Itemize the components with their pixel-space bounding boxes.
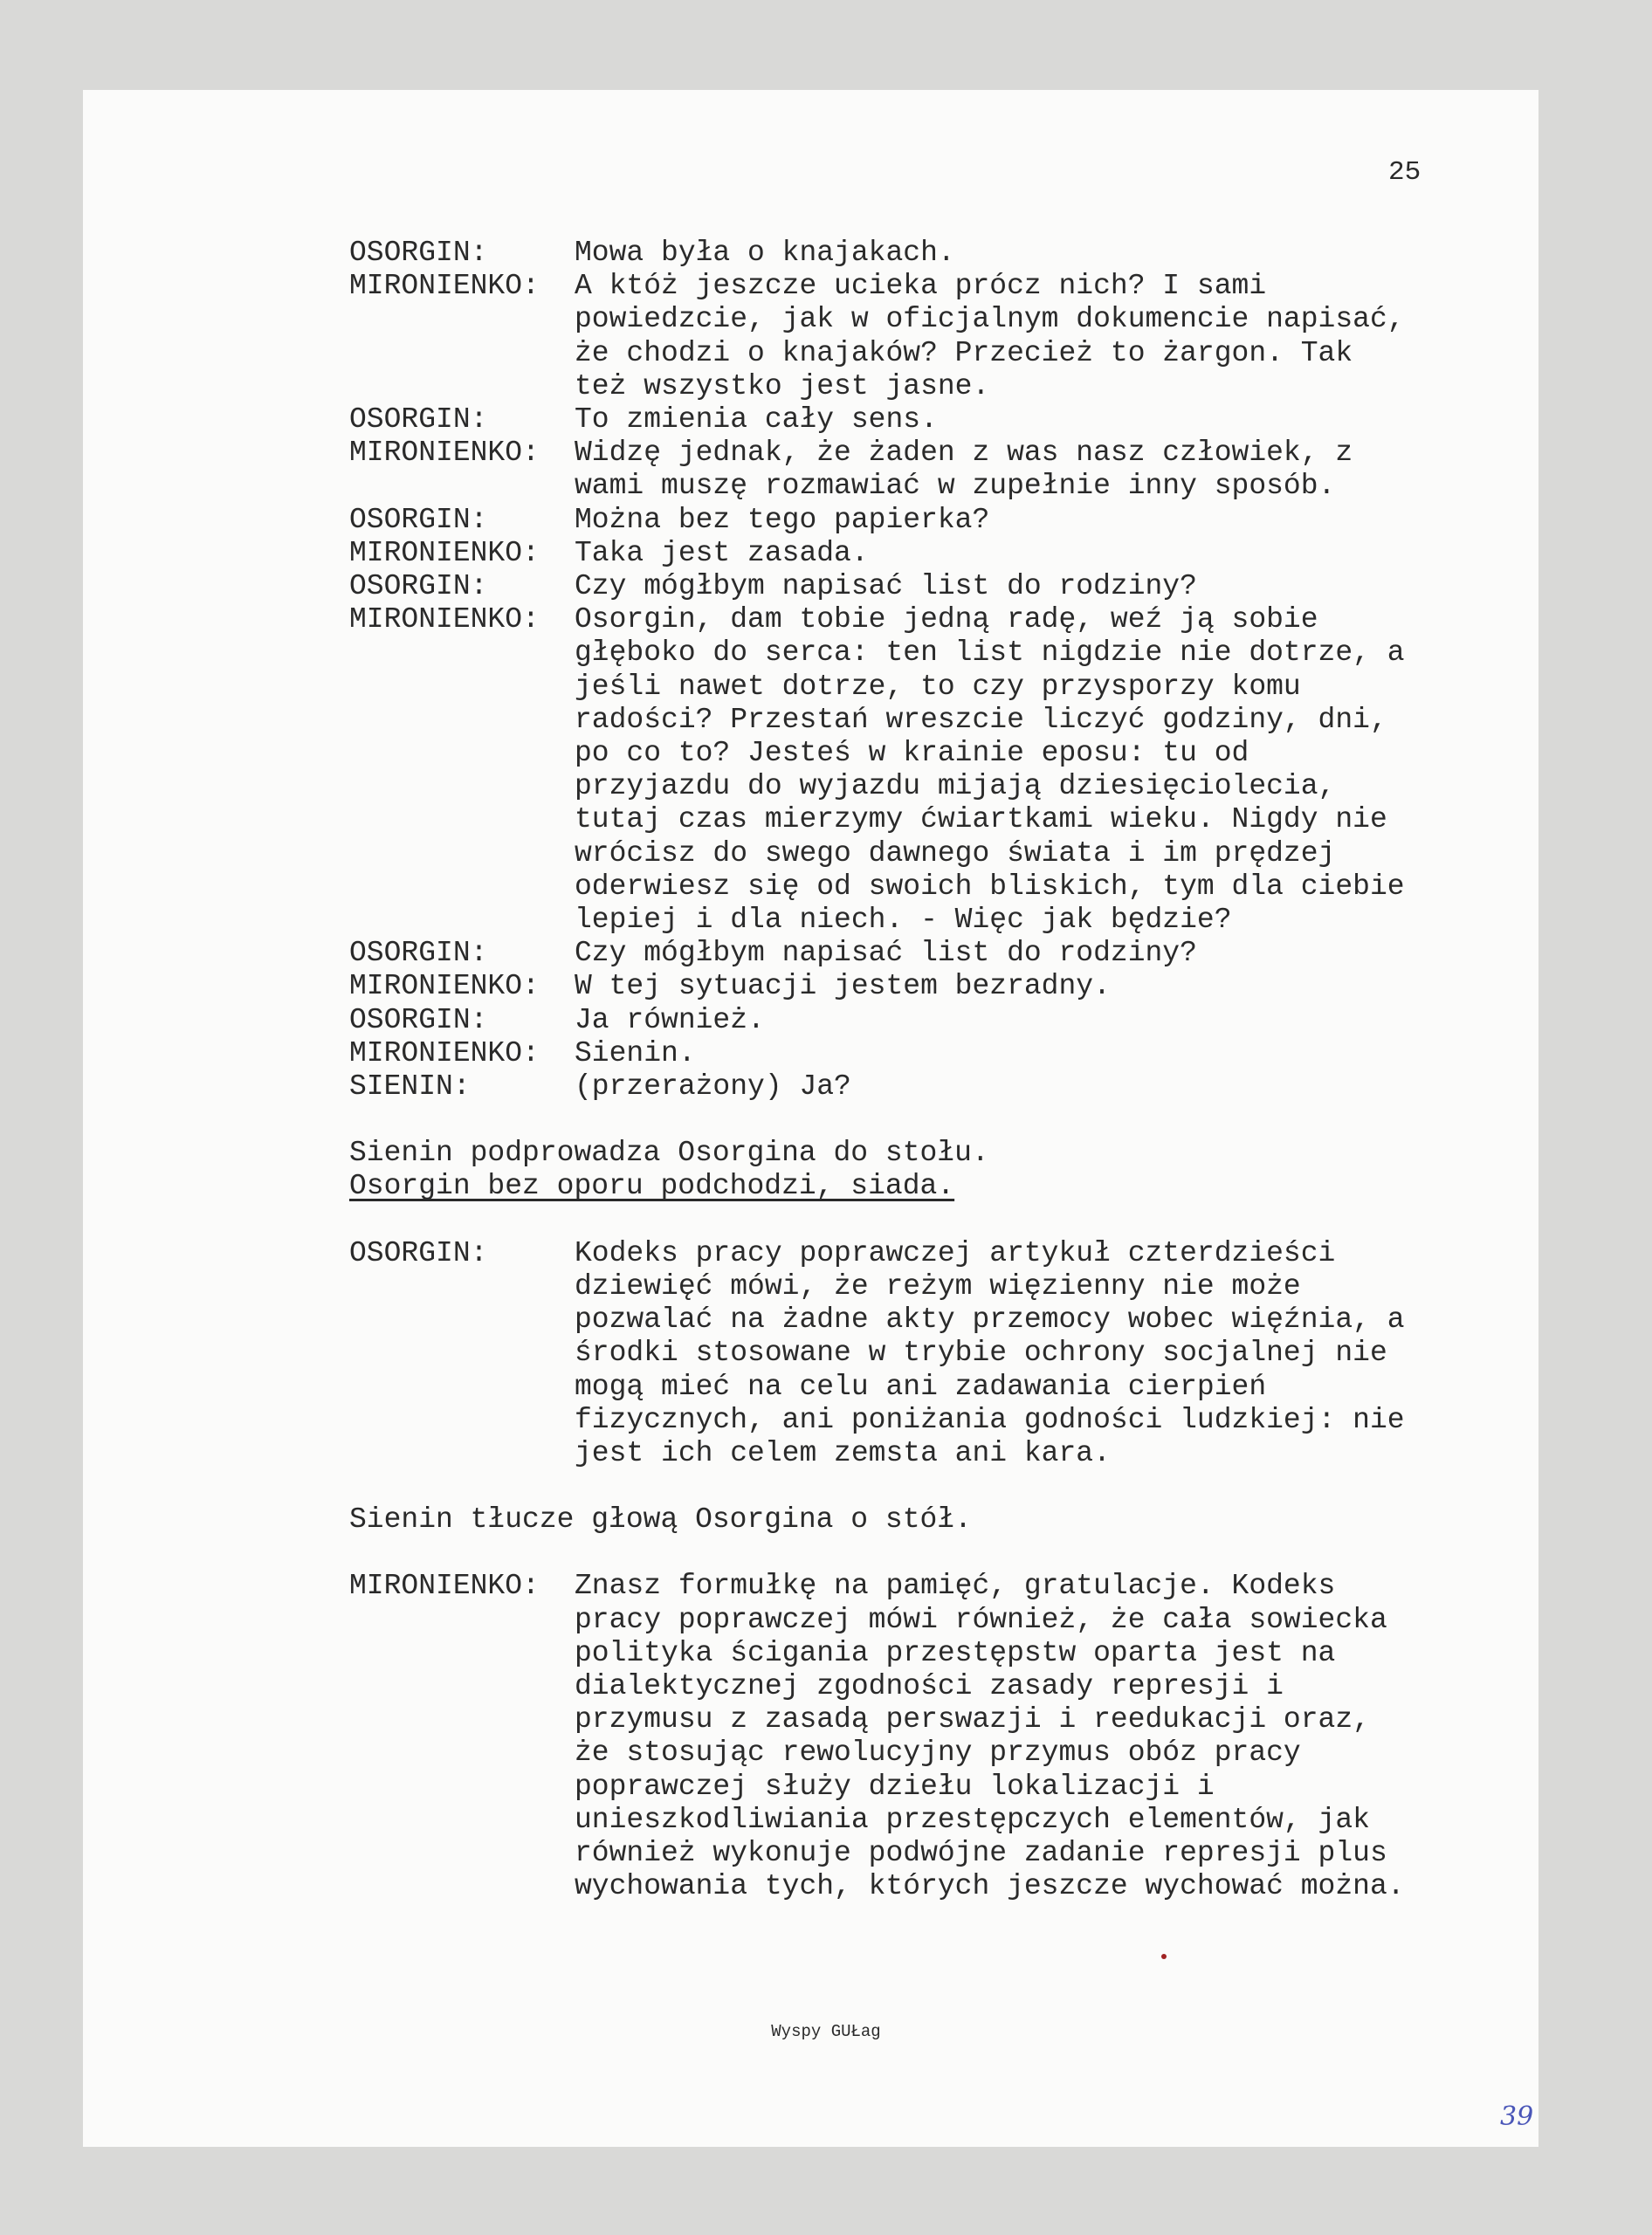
speech-text: Osorgin, dam tobie jedną radę, weź ją sobie głęboko do serca: ten list nigdzie nie dotrze, a jeśli nawet dotrze, to czy przysporzy komu radości? Przestań wreszcie liczyć godziny, dni, po co to? Jesteś w krainie eposu: tu od przyjazdu do wyjazdu mijają dziesięciolecia, tutaj czas mierzymy ćwiartkami wieku. Nigdy nie wrócisz do swego dawnego świata i im prędzej oderwiesz się od swoich bliskich, tym dla ciebie lepiej i dla niech. - Więc jak będzie? — [575, 603, 1405, 937]
speaker-name: OSORGIN: — [349, 1003, 488, 1036]
speaker-name: OSORGIN: — [349, 570, 488, 603]
spacer — [349, 1204, 1484, 1237]
dialogue-line — [349, 437, 1484, 503]
speech-text: Można bez tego papierka? — [575, 503, 990, 536]
speaker-name: OSORGIN: — [349, 237, 488, 269]
ink-spot — [1161, 1954, 1167, 1959]
page-number: 25 — [1388, 157, 1421, 188]
script-body — [349, 237, 1484, 1903]
dialogue-line — [349, 1070, 1484, 1104]
dialogue-line — [349, 237, 1484, 270]
speaker-name: OSORGIN: — [349, 937, 488, 970]
speaker-name: MIRONIENKO: — [349, 1036, 540, 1069]
speaker-name: MIRONIENKO: — [349, 536, 540, 569]
stage-direction: Sienin tłucze głową Osorgina o stół. — [349, 1503, 972, 1537]
spacer — [349, 1470, 1484, 1503]
stage-direction: Sienin podprowadza Osorgina do stołu. — [349, 1137, 989, 1170]
speech-text: Taka jest zasada. — [575, 536, 869, 569]
dialogue-line — [349, 1004, 1484, 1037]
speech-text: W tej sytuacji jestem bezradny. — [575, 970, 1111, 1003]
handwritten-page-annotation: 39 — [1500, 2101, 1534, 2132]
dialogue-line — [349, 937, 1484, 970]
dialogue-line — [349, 1037, 1484, 1070]
dialogue-line — [349, 970, 1484, 1003]
dialogue-line — [349, 1237, 1484, 1470]
speech-text: A któż jeszcze ucieka prócz nich? I sami powiedzcie, jak w oficjalnym dokumencie napisać, że chodzi o knajaków? Przecież to żargon. Tak też wszystko jest jasne. — [575, 270, 1405, 402]
speech-text: Czy mógłbym napisać list do rodziny? — [575, 937, 1197, 970]
speaker-name: MIRONIENKO: — [349, 603, 540, 636]
dialogue-line — [349, 570, 1484, 603]
dialogue-line — [349, 1570, 1484, 1903]
speaker-name: MIRONIENKO: — [349, 1570, 540, 1603]
speech-text: Ja również. — [575, 1003, 765, 1036]
dialogue-line — [349, 504, 1484, 537]
speaker-name: MIRONIENKO: — [349, 437, 540, 470]
speaker-name: OSORGIN: — [349, 1236, 488, 1269]
dialogue-line — [349, 403, 1484, 437]
dialogue-line — [349, 603, 1484, 937]
speech-text: Kodeks pracy poprawczej artykuł czterdzieści dziewięć mówi, że reżym więzienny nie może pozwalać na żadne akty przemocy wobec więźnia, a środki stosowane w trybie ochrony socjalnej nie mogą mieć na celu ani zadawania cierpień fizycznych, ani poniżania godności ludzkiej: nie jest ich celem zemsta ani kara. — [575, 1236, 1405, 1469]
dialogue-line — [349, 537, 1484, 570]
speech-text: Mowa była o knajakach. — [575, 237, 955, 269]
spacer — [349, 1104, 1484, 1137]
dialogue-line — [349, 270, 1484, 403]
speech-text: Znasz formułkę na pamięć, gratulacje. Kodeks pracy poprawczej mówi również, że cała sowiecka polityka ścigania przestępstw oparta jest na dialektycznej zgodności zasady represji i przymusu z zasadą perswazji i reedukacji oraz, że stosując rewolucyjny przymus obóz pracy poprawczej służy dziełu lokalizacji i unieszkodliwiania przestępczych elementów, jak również wykonuje podwójne zadanie represji plus wychowania tych, których jeszcze wychować można. — [575, 1570, 1405, 1903]
speech-text: To zmienia cały sens. — [575, 403, 938, 437]
stage-direction: Osorgin bez oporu podchodzi, siada. — [349, 1170, 955, 1203]
speech-text: Sienin. — [575, 1036, 696, 1069]
speech-text: Czy mógłbym napisać list do rodziny? — [575, 570, 1197, 603]
speech-text: (przerażony) Ja? — [575, 1070, 851, 1104]
speaker-name: MIRONIENKO: — [349, 270, 540, 303]
speaker-name: MIRONIENKO: — [349, 970, 540, 1003]
spacer — [349, 1537, 1484, 1570]
speech-text: Widzę jednak, że żaden z was nasz człowiek, z wami muszę rozmawiać w zupełnie inny sposób. — [575, 437, 1353, 503]
page-footer: Wyspy GUŁag — [771, 2022, 881, 2041]
speaker-name: OSORGIN: — [349, 503, 488, 536]
speaker-name: SIENIN: — [349, 1070, 471, 1104]
speaker-name: OSORGIN: — [349, 403, 488, 437]
